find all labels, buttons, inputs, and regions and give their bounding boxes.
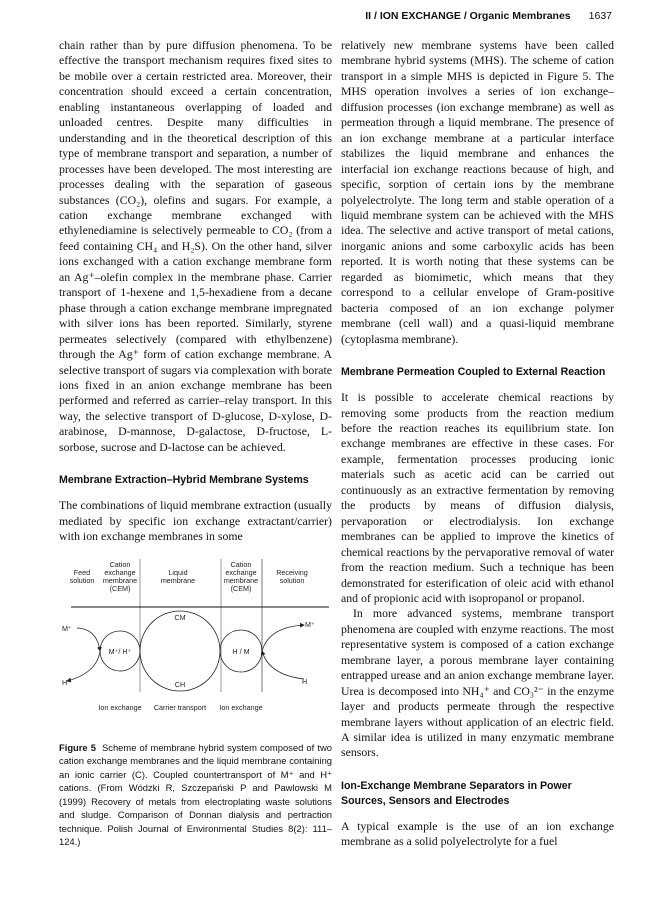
species-hm: H / M: [232, 646, 250, 656]
label-feed: Feed solution: [69, 567, 95, 585]
label-cem-right: Cation exchange membrane (CEM): [223, 559, 259, 593]
label-ion-exchange: Ion exchange: [98, 702, 142, 712]
right-column: [341, 38, 614, 850]
flow-arrow: [67, 651, 100, 681]
label-liquid-membrane: Liquid membrane: [160, 567, 196, 585]
label-ion-exchange: Ion exchange: [219, 702, 263, 712]
species-cm: CM: [174, 612, 186, 622]
species-h-feed: H⁺: [62, 677, 71, 687]
figure-5: [59, 557, 332, 849]
running-title: II / ION EXCHANGE / Organic Membranes: [365, 10, 571, 22]
species-m-receiving: M⁺: [305, 619, 315, 629]
left-column: [59, 38, 332, 849]
paragraph: A typical example is the use of an ion exchange membrane as a solid polyelectrolyte for a fuel: [341, 818, 614, 849]
section-heading: Membrane Permeation Coupled to External Reaction: [341, 366, 606, 379]
species-mh: M⁺/ H⁺: [108, 646, 132, 656]
section-heading: Membrane Extraction–Hybrid Membrane Systems: [59, 474, 309, 487]
section-heading: Ion-Exchange Membrane Separators in Power Sources, Sensors and Electrodes: [341, 779, 572, 807]
flow-arrow: [262, 625, 304, 651]
paragraph: It is possible to accelerate chemical reactions by removing some products from the reaction medium before the reaction reaches its equilibrium state. Ion exchange membranes are effective in these cases. For example, fermentation processes producing ionic materials such as acetic acid can be carried out continuously as an extractive fermentation by removing the products by means of diffusion dialysis, pervaporation or electrodialysis. Ion exchange membranes can be applied to improve the kinetics of chemical reactions by the pervaporative removal of water from the reaction medium. Such a technique has been demonstrated for esterification of oleic acid with ethanol and of propionic acid with isopropanol or propanol.: [341, 390, 614, 605]
carrier-cycle: [140, 611, 220, 691]
caption-label: Figure 5: [59, 741, 97, 753]
running-header: [365, 10, 612, 22]
species-h-receiving: H: [302, 676, 308, 686]
figure-caption: [59, 741, 332, 849]
page-number: 1637: [588, 10, 612, 22]
label-receiving: Receiving solution: [276, 567, 308, 585]
species-ch: CH: [174, 679, 186, 689]
label-carrier-transport: Carrier transport: [153, 702, 207, 712]
paragraph: The combinations of liquid membrane extraction (usually mediated by specific ion exchange extractant/carrier) with ion exchange membranes in some: [59, 498, 332, 544]
species-m-feed: M⁺: [62, 623, 72, 633]
caption-text: Scheme of membrane hybrid system composed of two cation exchange membranes and the liquid membrane containing an ionic carrier (C). Coupled countertransport of M⁺ and H⁺ cations. (From Wódzki R, Szczepański P and Pawlowski M (1999) Recovery of metals from electroplating waste solutions and sludge. Comparison of Donnan dialysis and pertraction technique. Polish Journal of Environmental Studies 8(2): 111–124.): [59, 741, 332, 848]
paragraph: chain rather than by pure diffusion phenomena. To be effective the transport mechanism requires fixed sites to be mobile over a certain restricted area. Moreover, their concentration should exceed a certain concentration, enabling instantaneous overlapping of loaded and unloaded centres. Despite many difficulties in understanding and in the theoretical description of this type of membrane transport and separation, a number of processes have been developed. The most interesting are processes dealing with the separation of gaseous substances (CO₂), olefins and sugars. For example, a cation exchange membrane exchanged with ethylenediamine is selectively permeable to CO₂ (from a feed containing CH₄ and H₂S). On the other hand, silver ions exchanged with a cation exchange membrane form an Ag⁺–olefin complex in the membrane phase. Carrier transport of 1-hexene and 1,5-hexadiene from a decane phase through a cation exchange membrane impregnated with silver ions has been reported. Similarly, styrene permeates selectively (compared with ethylbenzene) through the Ag⁺ form of cation exchange membrane. A selective transport of sugars via complexation with borate ions fixed in an anion exchange membrane has been performed and referred as carrier–relay transport. In this way, the selective transport of D-glucose, D-xylose, D-arabinose, D-mannose, D-galactose, D-fructose, L-sorbose, sucrose and D-lactose can be achieved.: [59, 38, 332, 454]
paragraph: relatively new membrane systems have been called membrane hybrid systems (MHS). The scheme of cation transport in a simple MHS is depicted in Figure 5. The MHS operation involves a series of ion exchange–diffusion processes (ion exchange membrane) as well as permeation through a liquid membrane. The presence of an ion exchange membrane at a particular interface stabilizes the liquid membrane and enhances the interfacial ion exchange reactions because of high, and specific, sorption of certain ions by the membrane polyelectrolyte. The long term and stable operation of a liquid membrane system can be achieved with the MHS idea. The selective and active transport of metal cations, inorganic anions and some carboxylic acids has been reported. It is worth noting that these systems can be regarded as biomimetic, which means that they correspond to a cellular envelope of Gram-positive bacteria composed of an ion exchange polymer membrane (cell wall) and a quasi-liquid membrane (cytoplasma membrane).: [341, 38, 614, 346]
figure-body: [59, 557, 332, 737]
label-cem-left: Cation exchange membrane (CEM): [102, 559, 138, 593]
paragraph: In more advanced systems, membrane transport phenomena are coupled with enzyme reactions. The most representative system is composed of a cation exchange membrane layer, a porous membrane layer containing entrapped urease and an anion exchange membrane layer. Urea is decomposed into NH₄⁺ and CO₃²⁻ in the enzyme layer and products permeate through the respective membrane layers without application of an electric field. A similar idea is utilized in many enzymatic membrane sensors.: [341, 606, 614, 760]
flow-arrow: [262, 651, 304, 679]
flow-arrow: [77, 628, 100, 651]
